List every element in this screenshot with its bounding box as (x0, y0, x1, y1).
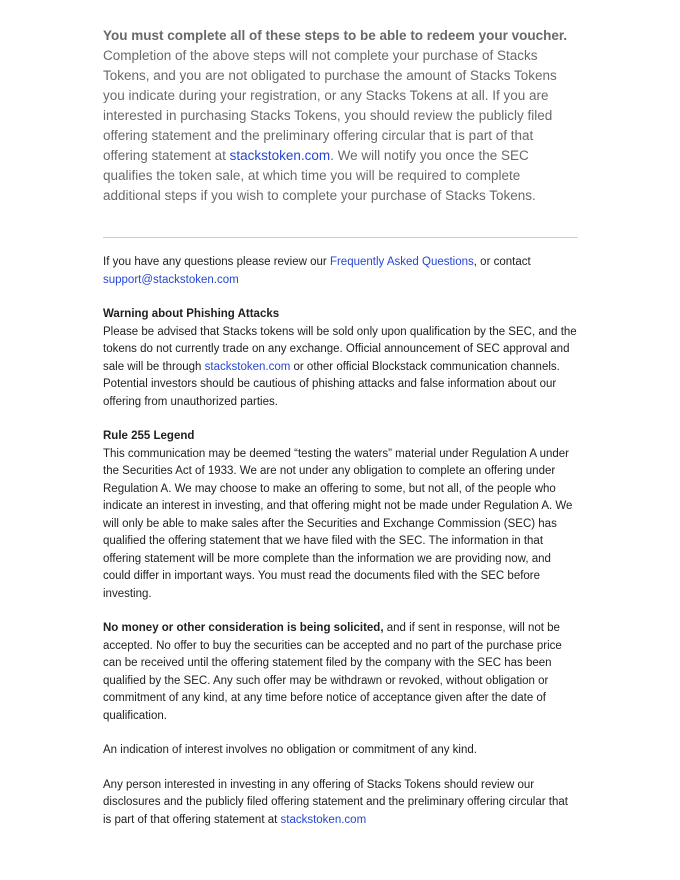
rule255-body-text: This communication may be deemed “testing the waters” material under Regulation A under the Securities Act of 1933. We are not under any obligation to complete an offering under Regulation A. We may choose to make an offering to some, but not all, of the people who indicate an interest in investing, and that offering might not be made under Regulation A. We will only be able to make sales after the Securities and Exchange Commission (SEC) has qualified the offering statement that we have filed with the SEC. The information in that offering statement will be more complete than the information we are providing now, and could differ in important ways. You must read the documents filed with the SEC before investing. (103, 447, 573, 600)
phishing-section (103, 306, 578, 411)
rule255-heading: Rule 255 Legend (103, 430, 195, 442)
questions-text-middle: , or contact (473, 256, 531, 268)
any-person-paragraph (103, 777, 578, 830)
phishing-heading: Warning about Phishing Attacks (103, 308, 280, 320)
questions-text-before: If you have any questions please review our (103, 256, 330, 268)
indication-paragraph: An indication of interest involves no obligation or commitment of any kind. (103, 744, 477, 756)
any-person-stackstoken-link[interactable]: stackstoken.com (280, 813, 367, 826)
phishing-stackstoken-link[interactable]: stackstoken.com (204, 360, 291, 373)
intro-text-after-link: . We will notify you once the SEC qualifies the token sale, at which time you will be required to complete additional steps if you wish to complete your purchase of Stacks Tokens. (103, 148, 536, 203)
no-money-bold-lead: No money or other consideration is being solicited, (103, 622, 384, 634)
intro-stackstoken-link[interactable]: stackstoken.com (229, 148, 331, 163)
intro-lead-sentence: You must complete all of these steps to be able to redeem your voucher. (103, 28, 568, 43)
questions-paragraph (103, 254, 578, 289)
intro-text-before-link: Completion of the above steps will not complete your purchase of Stacks Tokens, and you are not obligated to purchase the amount of Stacks Tokens you indicate during your registration, or any Stacks Tokens at all. If you are interested in purchasing Stacks Tokens, you should review the publicly filed offering statement and the preliminary offering circular that is part of that offering statement at (103, 48, 557, 163)
no-money-text: and if sent in response, will not be accepted. No offer to buy the securities can be accepted and no part of the purchase price can be received until the offering statement filed by the company with the SEC has been qualified by the SEC. Any such offer may be withdrawn or revoked, without obligation or commitment of any kind, at any time before notice of acceptance given after the date of qualification. (103, 622, 562, 722)
intro-paragraph (103, 26, 578, 206)
support-email-link[interactable]: support@stackstoken.com (103, 273, 239, 286)
rule255-section (103, 428, 578, 603)
no-money-paragraph (103, 620, 578, 725)
phishing-text-after: or other official Blockstack communication channels. Potential investors should be cautious of phishing attacks and false information about our offering from unauthorized parties. (103, 360, 560, 408)
document-body (103, 0, 578, 829)
any-person-text: Any person interested in investing in any offering of Stacks Tokens should review our disclosures and the publicly filed offering statement and the preliminary offering circular that is part of that offering statement at (103, 778, 568, 826)
faq-link[interactable]: Frequently Asked Questions (329, 256, 474, 268)
section-divider (103, 237, 578, 238)
phishing-text-before: Please be advised that Stacks tokens will be sold only upon qualification by the SEC, and the tokens do not currently trade on any exchange. Official announcement of SEC approval and sale will be through (103, 325, 577, 373)
